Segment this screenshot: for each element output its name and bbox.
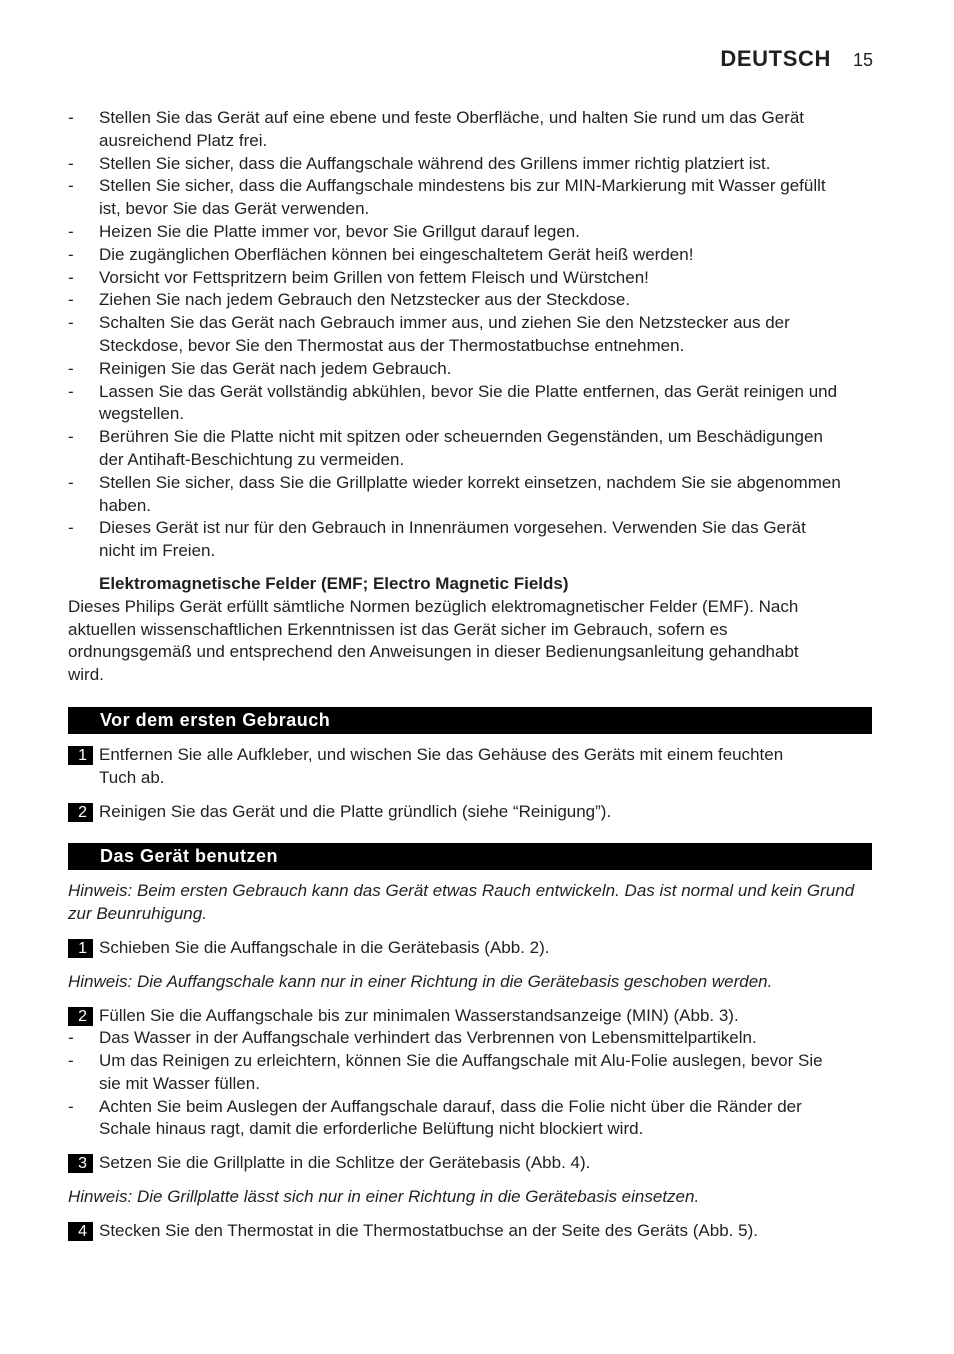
step-number-badge: 4	[68, 1222, 93, 1241]
text-line: Stellen Sie das Gerät auf eine ebene und feste Oberfläche, und halten Sie rund um das Gerät	[99, 108, 805, 127]
bullet-dash: -	[68, 381, 74, 401]
numbered-step	[68, 744, 872, 790]
numbered-step	[68, 937, 872, 960]
numbered-step	[68, 1220, 872, 1243]
text-line: Lassen Sie das Gerät vollständig abkühlen, bevor Sie die Platte entfernen, das Gerät reinigen und	[99, 381, 838, 401]
text-line: Stellen Sie sicher, dass Sie die Grillplatte wieder korrekt einsetzen, nachdem Sie sie abgenommen	[99, 472, 841, 492]
bullet-text	[99, 1050, 872, 1096]
bullet-text	[99, 289, 872, 312]
bullet-item	[68, 517, 872, 563]
step-line: Schieben Sie die Auffangschale in die Gerätebasis (Abb. 2).	[99, 937, 550, 957]
text-line: Vorsicht vor Fettspritzern beim Grillen von fettem Fleisch und Würstchen!	[99, 267, 649, 287]
bullet-item	[68, 221, 872, 244]
section-heading-bar: Das Gerät benutzen	[68, 843, 872, 870]
bullet-text	[99, 221, 872, 244]
numbered-step	[68, 801, 872, 824]
bullet-text	[99, 153, 872, 176]
text-line: nicht im Freien.	[99, 541, 216, 561]
note-line: Hinweis: Die Auffangschale kann nur in einer Richtung in die Gerätebasis geschoben werden.	[68, 971, 773, 991]
bullet-item	[68, 426, 872, 472]
paragraph-line: ordnungsgemäß und entsprechend den Anweisungen in dieser Bedienungsanleitung gehandhabt	[68, 642, 799, 662]
note-paragraph	[68, 880, 872, 926]
bullet-item	[68, 244, 872, 267]
page-number: 15	[852, 50, 873, 70]
numbered-step	[68, 1005, 872, 1142]
text-line: sie mit Wasser füllen.	[99, 1073, 260, 1093]
note-line: zur Beunruhigung.	[68, 904, 207, 924]
bullet-dash: -	[68, 221, 74, 241]
bullet-item	[68, 289, 872, 312]
text-line: Um das Reinigen zu erleichtern, können Sie die Auffangschale mit Alu-Folie auslegen, bevor Sie	[99, 1051, 823, 1071]
text-line: Schalten Sie das Gerät nach Gebrauch immer aus, und ziehen Sie den Netzstecker aus der	[99, 313, 790, 333]
step-text	[68, 937, 872, 960]
instruction-sections	[68, 707, 872, 1243]
bullet-text	[99, 244, 872, 267]
bullet-text	[99, 472, 872, 518]
bullet-dash: -	[68, 518, 74, 538]
paragraph-line: wird.	[68, 665, 104, 685]
bullet-dash: -	[68, 267, 74, 287]
emf-paragraph	[68, 596, 872, 687]
step-line: Stecken Sie den Thermostat in die Thermostatbuchse an der Seite des Geräts (Abb. 5).	[99, 1220, 758, 1240]
text-line: Stellen Sie sicher, dass die Auffangschale mindestens bis zur MIN-Markierung mit Wasser gefüllt	[99, 176, 826, 196]
text-line: Achten Sie beim Auslegen der Auffangschale darauf, dass die Folie nicht über die Ränder der	[99, 1096, 802, 1116]
bullet-text	[99, 312, 872, 358]
document-body	[68, 107, 872, 1243]
bullet-item	[68, 153, 872, 176]
step-number-badge: 3	[68, 1154, 93, 1173]
bullet-text	[99, 517, 872, 563]
language-label: DEUTSCH	[720, 46, 831, 71]
bullet-text	[99, 381, 872, 427]
text-line: Schale hinaus ragt, damit die erforderliche Belüftung nicht blockiert wird.	[99, 1119, 644, 1139]
bullet-dash: -	[68, 153, 74, 173]
paragraph-line: aktuellen wissenschaftlichen Erkenntnissen ist das Gerät sicher im Gebrauch, sofern es	[68, 619, 728, 639]
bullet-item	[68, 1050, 872, 1096]
step-number-badge: 1	[68, 746, 93, 765]
bullet-item	[68, 312, 872, 358]
step-line: Setzen Sie die Grillplatte in die Schlitze der Gerätebasis (Abb. 4).	[99, 1153, 591, 1173]
text-line: der Antihaft-Beschichtung zu vermeiden.	[99, 449, 405, 469]
step-text	[68, 1220, 872, 1243]
step-sub-bullet-list	[68, 1027, 872, 1141]
text-line: ist, bevor Sie das Gerät verwenden.	[99, 199, 370, 219]
bullet-text	[99, 267, 872, 290]
bullet-text	[99, 1096, 872, 1142]
text-line: Steckdose, bevor Sie den Thermostat aus der Thermostatbuchse entnehmen.	[99, 335, 685, 355]
emf-heading: Elektromagnetische Felder (EMF; Electro Magnetic Fields)	[99, 573, 569, 593]
step-number-badge: 2	[68, 1007, 93, 1026]
step-line: Entfernen Sie alle Aufkleber, und wischen Sie das Gehäuse des Geräts mit einem feuchten	[99, 744, 784, 764]
bullet-item	[68, 1027, 872, 1050]
bullet-dash: -	[68, 108, 74, 127]
bullet-text	[99, 426, 872, 472]
bullet-item	[68, 267, 872, 290]
note-line: Hinweis: Beim ersten Gebrauch kann das Gerät etwas Rauch entwickeln. Das ist normal und kein Grund	[68, 881, 855, 901]
bullet-dash: -	[68, 176, 74, 196]
step-text	[68, 744, 872, 790]
step-number-badge: 2	[68, 803, 93, 822]
bullet-text	[99, 175, 872, 221]
bullet-item	[68, 1096, 872, 1142]
text-line: Ziehen Sie nach jedem Gebrauch den Netzstecker aus der Steckdose.	[99, 290, 631, 310]
bullet-text	[99, 1027, 872, 1050]
text-line: Die zugänglichen Oberflächen können bei eingeschaltetem Gerät heiß werden!	[99, 244, 694, 264]
bullet-item	[68, 358, 872, 381]
bullet-item	[68, 472, 872, 518]
bullet-item	[68, 175, 872, 221]
step-line: Reinigen Sie das Gerät und die Platte gründlich (siehe “Reinigung”).	[99, 801, 612, 821]
text-line: Reinigen Sie das Gerät nach jedem Gebrauch.	[99, 358, 452, 378]
numbered-step	[68, 1152, 872, 1175]
text-line: Das Wasser in der Auffangschale verhindert das Verbrennen von Lebensmittelpartikeln.	[99, 1028, 757, 1048]
page-header	[720, 46, 873, 72]
text-line: Dieses Gerät ist nur für den Gebrauch in Innenräumen vorgesehen. Verwenden Sie das Gerät	[99, 518, 806, 538]
step-line: Tuch ab.	[99, 767, 165, 787]
text-line: ausreichend Platz frei.	[99, 130, 268, 150]
bullet-dash: -	[68, 1096, 74, 1116]
safety-instructions-list	[68, 107, 872, 563]
text-line: Heizen Sie die Platte immer vor, bevor Sie Grillgut darauf legen.	[99, 221, 580, 241]
bullet-dash: -	[68, 290, 74, 310]
bullet-item	[68, 381, 872, 427]
text-line: haben.	[99, 495, 151, 515]
bullet-text	[99, 358, 872, 381]
bullet-dash: -	[68, 1028, 74, 1048]
bullet-dash: -	[68, 427, 74, 447]
step-text	[68, 801, 872, 824]
bullet-dash: -	[68, 244, 74, 264]
bullet-dash: -	[68, 1051, 74, 1071]
note-paragraph	[68, 971, 872, 994]
note-paragraph	[68, 1186, 872, 1209]
bullet-text	[99, 107, 872, 153]
text-line: Stellen Sie sicher, dass die Auffangschale während des Grillens immer richtig platziert ist.	[99, 153, 771, 173]
bullet-dash: -	[68, 358, 74, 378]
bullet-dash: -	[68, 313, 74, 333]
bullet-dash: -	[68, 472, 74, 492]
text-line: wegstellen.	[99, 404, 185, 424]
paragraph-line: Dieses Philips Gerät erfüllt sämtliche Normen bezüglich elektromagnetischer Felder (EMF). Nach	[68, 596, 799, 616]
text-line: Berühren Sie die Platte nicht mit spitzen oder scheuernden Gegenständen, um Beschädigungen	[99, 427, 823, 447]
step-line: Füllen Sie die Auffangschale bis zur minimalen Wasserstandsanzeige (MIN) (Abb. 3).	[99, 1005, 739, 1025]
step-number-badge: 1	[68, 939, 93, 958]
note-line: Hinweis: Die Grillplatte lässt sich nur in einer Richtung in die Gerätebasis einsetzen.	[68, 1187, 700, 1207]
step-text	[68, 1152, 872, 1175]
step-text	[68, 1005, 872, 1028]
section-heading-bar: Vor dem ersten Gebrauch	[68, 707, 872, 734]
bullet-item	[68, 107, 872, 153]
